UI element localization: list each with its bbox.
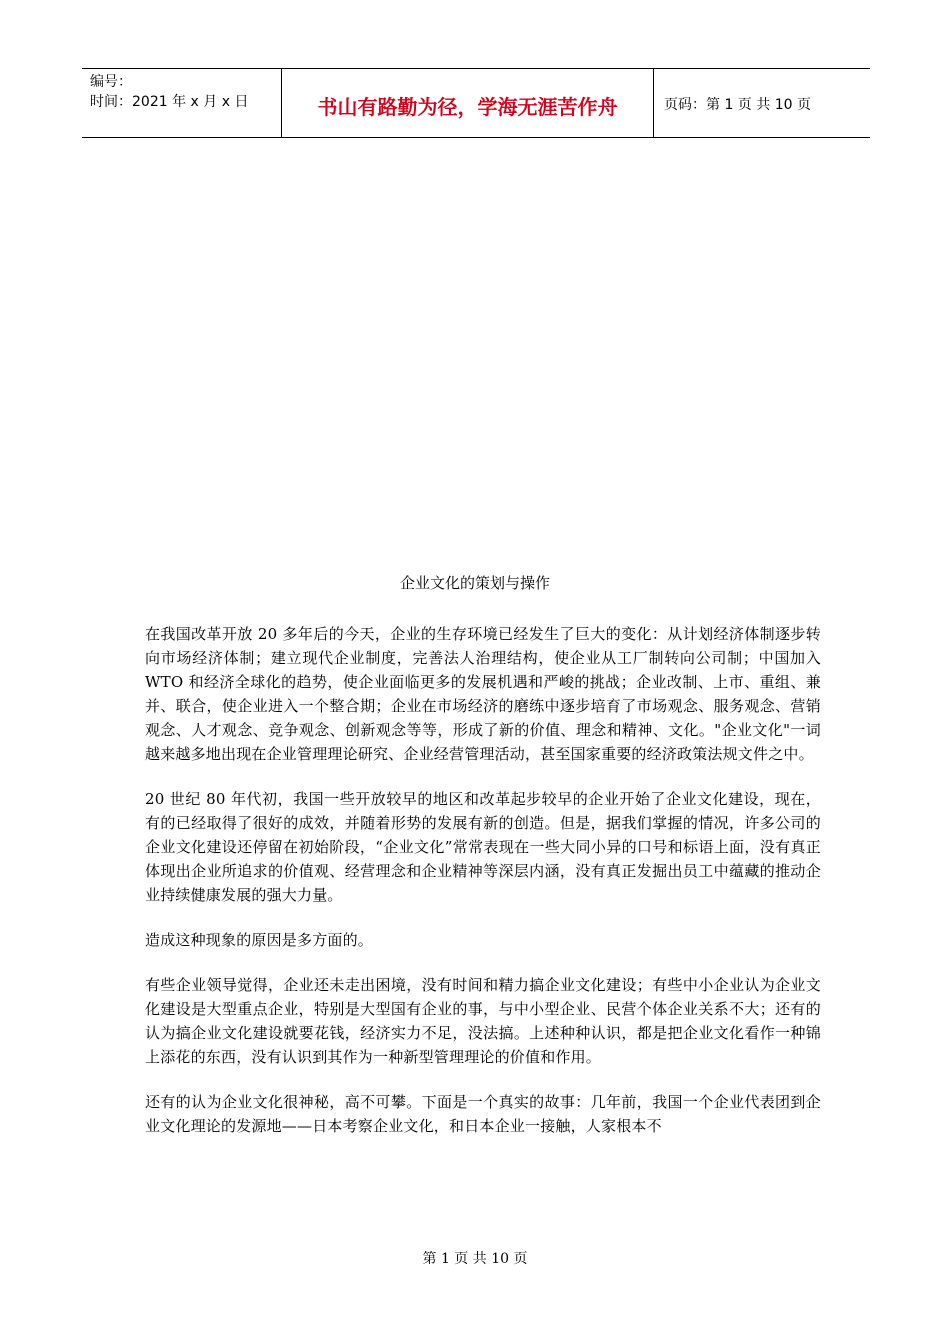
paragraph: 有些企业领导觉得，企业还未走出困境，没有时间和精力搞企业文化建设；有些中小企业认为企业文化建设是大型重点企业，特别是大型国有企业的事，与中小型企业、民营个体企业关系不大；还有的认为搞企业文化建设就要花钱，经济实力不足，没法搞。上述种种认识，都是把企业文化看作一种锦上添花的东西，没有认识到其作为一种新型管理理论的价值和作用。: [145, 976, 821, 1066]
page-header: [82, 68, 870, 138]
paragraph: 造成这种现象的原因是多方面的。: [145, 931, 374, 949]
header-page-info: 页码：第 1 页 共 10 页: [664, 97, 811, 113]
paragraph: 还有的认为企业文化很神秘，高不可攀。下面是一个真实的故事：几年前，我国一个企业代表团到企业文化理论的发源地——日本考察企业文化，和日本企业一接触，人家根本不: [145, 1093, 821, 1135]
paragraph: 20 世纪 80 年代初，我国一些开放较早的地区和改革起步较早的企业开始了企业文化建设，现在，有的已经取得了很好的成效，并随着形势的发展有新的创造。但是，据我们掌握的情况，许多公司的企业文化建设还停留在初始阶段，“企业文化”常常表现在一些大同小异的口号和标语上面，没有真正体现出企业所追求的价值观、经营理念和企业精神等深层内涵，没有真正发掘出员工中蕴藏的推动企业持续健康发展的强大力量。: [145, 790, 821, 904]
header-motto: 书山有路勤为径，学海无涯苦作舟: [282, 69, 654, 137]
paragraph: 在我国改革开放 20 多年后的今天，企业的生存环境已经发生了巨大的变化：从计划经济体制逐步转向市场经济体制；建立现代企业制度，完善法人治理结构，使企业从工厂制转向公司制；中国加入 WTO 和经济全球化的趋势，使企业面临更多的发展机遇和严峻的挑战；企业改制、上市、重组、兼并、联合，使企业进入一个整合期；企业在市场经济的磨练中逐步培育了市场观念、服务观念、营销观念、人才观念、竞争观念、创新观念等等，形成了新的价值、理念和精神、文化。"企业文化"一词越来越多地出现在企业管理理论研究、企业经营管理活动，甚至国家重要的经济政策法规文件之中。: [145, 625, 821, 763]
page-footer: 第 1 页 共 10 页: [422, 1251, 528, 1267]
document-time-label: 时间：2021 年 x 月 x 日: [90, 94, 249, 110]
document-title: 企业文化的策划与操作: [399, 574, 550, 592]
header-meta: [82, 69, 282, 137]
document-number-label: 编号：: [90, 74, 132, 90]
document-body: [145, 622, 821, 1159]
